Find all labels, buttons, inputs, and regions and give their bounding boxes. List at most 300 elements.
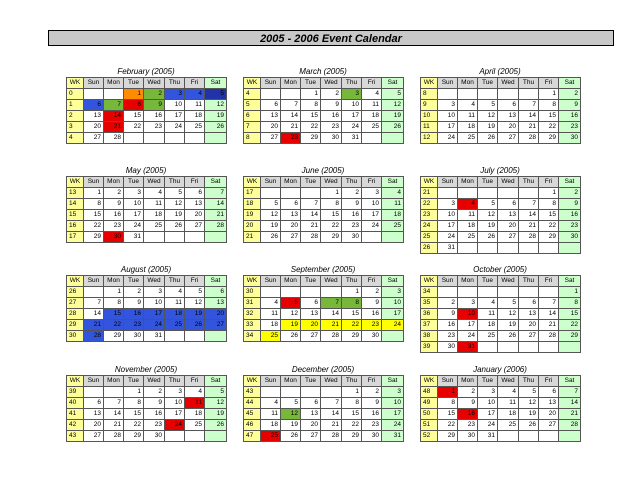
- day-cell: 29: [321, 232, 342, 243]
- day-cell: 20: [205, 309, 227, 320]
- week-row: [67, 331, 227, 342]
- day-cell: 24: [478, 420, 498, 431]
- day-cell: 4: [165, 287, 185, 298]
- day-cell: 15: [124, 409, 144, 420]
- day-cell: 13: [84, 111, 104, 122]
- day-cell: 11: [458, 210, 478, 221]
- day-header: Tue: [124, 376, 144, 387]
- day-cell: 20: [281, 221, 301, 232]
- day-cell: 14: [301, 210, 321, 221]
- day-cell: 15: [539, 111, 559, 122]
- day-cell: 13: [84, 409, 104, 420]
- day-cell: 1: [124, 387, 144, 398]
- day-cell: 26: [478, 133, 498, 144]
- day-header: Sat: [382, 376, 404, 387]
- day-cell: 3: [478, 387, 498, 398]
- day-cell: 25: [165, 320, 185, 331]
- day-cell: 23: [438, 331, 458, 342]
- day-cell: 28: [519, 232, 539, 243]
- day-cell: [478, 342, 498, 353]
- day-cell: 27: [301, 331, 321, 342]
- day-cell: 24: [362, 221, 382, 232]
- week-row: [421, 133, 581, 144]
- week-row: [244, 409, 404, 420]
- day-cell: 16: [144, 409, 165, 420]
- week-number-cell: 25: [421, 232, 438, 243]
- day-cell: 8: [342, 398, 362, 409]
- day-cell: 10: [438, 210, 458, 221]
- month-table: [243, 375, 404, 442]
- day-cell: 12: [281, 309, 301, 320]
- day-cell: 6: [519, 298, 539, 309]
- week-number-cell: 36: [421, 309, 438, 320]
- week-number-cell: 38: [421, 331, 438, 342]
- day-cell: 8: [321, 199, 342, 210]
- day-cell: 13: [539, 398, 559, 409]
- day-cell: 9: [362, 298, 382, 309]
- day-cell: 18: [498, 409, 519, 420]
- day-cell: [84, 287, 104, 298]
- week-row: [67, 100, 227, 111]
- week-row: [421, 387, 581, 398]
- week-number-cell: 46: [244, 420, 261, 431]
- week-row: [244, 133, 404, 144]
- day-header: Mon: [458, 376, 478, 387]
- day-cell: 14: [559, 398, 581, 409]
- day-header: WK: [421, 78, 438, 89]
- day-cell: 3: [438, 100, 458, 111]
- day-cell: 9: [559, 100, 581, 111]
- day-cell: 30: [559, 232, 581, 243]
- day-header: WK: [421, 177, 438, 188]
- day-cell: 15: [104, 309, 124, 320]
- month-block: [66, 264, 226, 342]
- day-cell: 11: [165, 298, 185, 309]
- day-cell: 2: [144, 387, 165, 398]
- day-cell: 11: [362, 100, 382, 111]
- week-number-cell: 9: [421, 100, 438, 111]
- day-cell: 2: [559, 188, 581, 199]
- day-cell: 8: [301, 100, 321, 111]
- day-cell: 8: [438, 398, 458, 409]
- day-cell: [321, 287, 342, 298]
- day-cell: [519, 243, 539, 254]
- day-cell: [205, 331, 227, 342]
- day-cell: 16: [559, 210, 581, 221]
- day-cell: 4: [185, 387, 205, 398]
- day-cell: 25: [144, 221, 165, 232]
- week-number-cell: 43: [244, 387, 261, 398]
- day-header: Sun: [84, 177, 104, 188]
- week-row: [421, 89, 581, 100]
- day-cell: 5: [165, 188, 185, 199]
- day-cell: [205, 232, 227, 243]
- week-number-cell: 39: [421, 342, 438, 353]
- day-header: Sun: [84, 376, 104, 387]
- week-number-cell: 33: [244, 320, 261, 331]
- week-number-cell: 18: [244, 199, 261, 210]
- day-cell: 27: [498, 133, 519, 144]
- week-row: [67, 298, 227, 309]
- day-header: Wed: [321, 78, 342, 89]
- day-header: Thu: [519, 78, 539, 89]
- day-cell: 30: [438, 342, 458, 353]
- day-cell: 28: [281, 133, 301, 144]
- day-cell: [144, 133, 165, 144]
- day-cell: 27: [281, 232, 301, 243]
- day-cell: 29: [438, 431, 458, 442]
- week-row: [67, 221, 227, 232]
- day-cell: 17: [165, 111, 185, 122]
- week-number-cell: 51: [421, 420, 438, 431]
- day-cell: 12: [382, 100, 404, 111]
- day-cell: 1: [321, 188, 342, 199]
- day-header: WK: [244, 78, 261, 89]
- day-header: Sun: [438, 276, 458, 287]
- day-cell: [519, 342, 539, 353]
- month-table: [420, 275, 581, 353]
- week-number-cell: 13: [67, 188, 84, 199]
- day-cell: 9: [321, 100, 342, 111]
- day-cell: 13: [261, 111, 281, 122]
- week-row: [244, 111, 404, 122]
- day-cell: 23: [559, 122, 581, 133]
- day-cell: 19: [261, 221, 281, 232]
- day-cell: 1: [342, 387, 362, 398]
- day-cell: 10: [362, 199, 382, 210]
- day-cell: 13: [301, 309, 321, 320]
- day-cell: 26: [281, 331, 301, 342]
- day-cell: 6: [539, 387, 559, 398]
- day-cell: 21: [559, 409, 581, 420]
- day-cell: 2: [144, 89, 165, 100]
- week-row: [421, 188, 581, 199]
- week-row: [67, 320, 227, 331]
- month-table: [66, 176, 227, 243]
- month-title: August (2005): [120, 265, 172, 274]
- day-cell: 12: [478, 111, 498, 122]
- week-number-cell: 6: [244, 111, 261, 122]
- day-header: WK: [67, 78, 84, 89]
- day-header: Fri: [185, 78, 205, 89]
- day-header: Wed: [144, 376, 165, 387]
- day-cell: 14: [104, 409, 124, 420]
- week-row: [244, 387, 404, 398]
- day-cell: 14: [84, 309, 104, 320]
- day-cell: 7: [281, 100, 301, 111]
- day-cell: 19: [478, 221, 498, 232]
- day-cell: [519, 431, 539, 442]
- day-cell: [498, 89, 519, 100]
- week-row: [421, 122, 581, 133]
- day-cell: [458, 89, 478, 100]
- day-cell: 15: [84, 210, 104, 221]
- week-row: [244, 298, 404, 309]
- day-cell: 18: [185, 111, 205, 122]
- day-cell: 19: [165, 210, 185, 221]
- day-header: Tue: [478, 276, 498, 287]
- week-row: [244, 420, 404, 431]
- day-cell: [301, 387, 321, 398]
- day-cell: 23: [104, 221, 124, 232]
- day-cell: 26: [165, 221, 185, 232]
- week-number-cell: 37: [421, 320, 438, 331]
- week-row: [421, 309, 581, 320]
- day-cell: 6: [301, 298, 321, 309]
- day-header: Thu: [519, 177, 539, 188]
- week-row: [67, 89, 227, 100]
- day-cell: 25: [261, 431, 281, 442]
- day-cell: 14: [519, 111, 539, 122]
- day-cell: 23: [362, 420, 382, 431]
- day-cell: 7: [321, 398, 342, 409]
- day-cell: 22: [559, 320, 581, 331]
- day-cell: 30: [458, 431, 478, 442]
- month-title: December (2005): [291, 365, 355, 374]
- day-cell: [281, 387, 301, 398]
- day-cell: 17: [144, 309, 165, 320]
- week-number-cell: 21: [244, 232, 261, 243]
- day-cell: 29: [301, 133, 321, 144]
- day-cell: 1: [342, 287, 362, 298]
- day-cell: [205, 133, 227, 144]
- month-title: July (2005): [480, 166, 520, 175]
- week-number-cell: 32: [244, 309, 261, 320]
- day-header: WK: [421, 276, 438, 287]
- day-cell: [559, 431, 581, 442]
- week-row: [421, 320, 581, 331]
- week-number-cell: 7: [244, 122, 261, 133]
- day-cell: 8: [124, 398, 144, 409]
- day-header: Wed: [144, 276, 165, 287]
- month-block: [420, 165, 580, 254]
- month-table: [420, 375, 581, 442]
- day-cell: 31: [478, 431, 498, 442]
- week-number-cell: 8: [421, 89, 438, 100]
- day-cell: 12: [185, 298, 205, 309]
- day-cell: 5: [205, 89, 227, 100]
- day-cell: [281, 89, 301, 100]
- day-cell: 14: [519, 210, 539, 221]
- day-header: Sat: [205, 78, 227, 89]
- day-cell: 25: [362, 122, 382, 133]
- week-row: [244, 89, 404, 100]
- week-row: [421, 232, 581, 243]
- day-cell: 10: [124, 199, 144, 210]
- week-number-cell: 4: [244, 89, 261, 100]
- month-block: [243, 264, 403, 342]
- day-cell: 10: [438, 111, 458, 122]
- day-cell: 1: [104, 287, 124, 298]
- week-row: [67, 111, 227, 122]
- day-cell: 26: [382, 122, 404, 133]
- day-cell: 23: [144, 420, 165, 431]
- day-cell: 7: [84, 298, 104, 309]
- day-header: WK: [244, 376, 261, 387]
- day-cell: 5: [478, 100, 498, 111]
- day-cell: [261, 188, 281, 199]
- day-cell: 13: [281, 210, 301, 221]
- week-number-cell: 49: [421, 398, 438, 409]
- day-cell: 5: [185, 287, 205, 298]
- day-cell: 17: [124, 210, 144, 221]
- month-table: [66, 77, 227, 144]
- day-cell: 31: [342, 133, 362, 144]
- day-cell: 31: [124, 232, 144, 243]
- day-cell: 18: [261, 420, 281, 431]
- month-block: [243, 364, 403, 442]
- day-header: Fri: [539, 78, 559, 89]
- day-cell: 15: [438, 409, 458, 420]
- day-cell: 6: [301, 398, 321, 409]
- week-row: [67, 133, 227, 144]
- week-number-cell: 39: [67, 387, 84, 398]
- week-row: [244, 331, 404, 342]
- day-cell: 25: [185, 420, 205, 431]
- day-cell: 28: [301, 232, 321, 243]
- day-cell: [104, 89, 124, 100]
- day-cell: [498, 342, 519, 353]
- day-cell: 26: [205, 420, 227, 431]
- day-cell: [185, 431, 205, 442]
- week-number-cell: 22: [421, 199, 438, 210]
- month-title: September (2005): [290, 265, 356, 274]
- day-cell: 17: [165, 409, 185, 420]
- day-cell: 28: [539, 331, 559, 342]
- day-cell: 15: [342, 409, 362, 420]
- day-cell: [458, 188, 478, 199]
- day-cell: 3: [124, 188, 144, 199]
- day-cell: 27: [301, 431, 321, 442]
- day-cell: 1: [539, 89, 559, 100]
- day-cell: 22: [342, 320, 362, 331]
- day-cell: 25: [498, 420, 519, 431]
- week-row: [67, 232, 227, 243]
- day-header: Sun: [261, 376, 281, 387]
- day-cell: 27: [185, 221, 205, 232]
- day-cell: [559, 342, 581, 353]
- day-cell: 6: [84, 398, 104, 409]
- month-title: May (2005): [125, 166, 167, 175]
- week-number-cell: 34: [421, 287, 438, 298]
- day-header: Fri: [362, 376, 382, 387]
- week-number-cell: 34: [244, 331, 261, 342]
- day-cell: 24: [458, 331, 478, 342]
- day-cell: [458, 243, 478, 254]
- day-header: Wed: [321, 177, 342, 188]
- day-cell: 17: [458, 320, 478, 331]
- day-cell: 23: [144, 122, 165, 133]
- day-cell: 2: [362, 287, 382, 298]
- day-cell: 2: [342, 188, 362, 199]
- day-cell: [478, 89, 498, 100]
- week-row: [421, 221, 581, 232]
- day-cell: 17: [382, 309, 404, 320]
- week-number-cell: 48: [421, 387, 438, 398]
- day-header: WK: [67, 177, 84, 188]
- day-cell: 13: [301, 409, 321, 420]
- day-cell: 19: [281, 320, 301, 331]
- day-cell: 5: [205, 387, 227, 398]
- week-row: [244, 232, 404, 243]
- day-cell: [281, 287, 301, 298]
- day-cell: 28: [559, 420, 581, 431]
- day-cell: 3: [362, 188, 382, 199]
- week-number-cell: 10: [421, 111, 438, 122]
- day-header: Tue: [301, 376, 321, 387]
- day-cell: 18: [165, 309, 185, 320]
- day-cell: 1: [84, 188, 104, 199]
- day-header: Tue: [478, 376, 498, 387]
- day-cell: 22: [124, 122, 144, 133]
- day-cell: 28: [321, 331, 342, 342]
- day-cell: 7: [104, 398, 124, 409]
- day-header: Tue: [124, 276, 144, 287]
- day-cell: 28: [205, 221, 227, 232]
- day-cell: [519, 89, 539, 100]
- month-block: [243, 165, 403, 243]
- day-header: Mon: [458, 177, 478, 188]
- week-number-cell: 35: [421, 298, 438, 309]
- day-cell: 21: [301, 221, 321, 232]
- day-header: Wed: [144, 177, 165, 188]
- day-header: Thu: [519, 276, 539, 287]
- week-row: [421, 210, 581, 221]
- day-cell: 24: [144, 320, 165, 331]
- day-cell: 4: [261, 398, 281, 409]
- day-cell: 20: [498, 221, 519, 232]
- month-block: [420, 264, 580, 353]
- day-cell: [362, 133, 382, 144]
- day-header: Sat: [205, 276, 227, 287]
- day-cell: 1: [438, 387, 458, 398]
- day-cell: 19: [519, 409, 539, 420]
- day-cell: 29: [124, 431, 144, 442]
- day-cell: [84, 387, 104, 398]
- day-cell: 16: [342, 210, 362, 221]
- day-header: Mon: [104, 177, 124, 188]
- day-cell: 12: [165, 199, 185, 210]
- day-cell: 14: [281, 111, 301, 122]
- day-cell: 24: [438, 232, 458, 243]
- week-number-cell: 31: [244, 298, 261, 309]
- day-cell: 28: [104, 431, 124, 442]
- day-cell: [124, 133, 144, 144]
- day-cell: 6: [185, 188, 205, 199]
- day-cell: 24: [438, 133, 458, 144]
- day-cell: 20: [261, 122, 281, 133]
- month-block: [243, 66, 403, 144]
- day-cell: [438, 89, 458, 100]
- day-cell: 5: [478, 199, 498, 210]
- day-cell: 20: [84, 122, 104, 133]
- day-cell: 3: [342, 89, 362, 100]
- day-cell: 30: [104, 232, 124, 243]
- day-cell: 16: [362, 409, 382, 420]
- day-cell: 23: [342, 221, 362, 232]
- day-cell: 9: [458, 398, 478, 409]
- day-cell: 25: [458, 232, 478, 243]
- day-header: Mon: [458, 276, 478, 287]
- week-number-cell: 0: [67, 89, 84, 100]
- day-cell: 8: [539, 199, 559, 210]
- week-row: [67, 431, 227, 442]
- day-header: Tue: [124, 177, 144, 188]
- day-cell: 9: [124, 298, 144, 309]
- day-cell: 10: [382, 398, 404, 409]
- week-number-cell: 24: [421, 221, 438, 232]
- day-cell: 17: [382, 409, 404, 420]
